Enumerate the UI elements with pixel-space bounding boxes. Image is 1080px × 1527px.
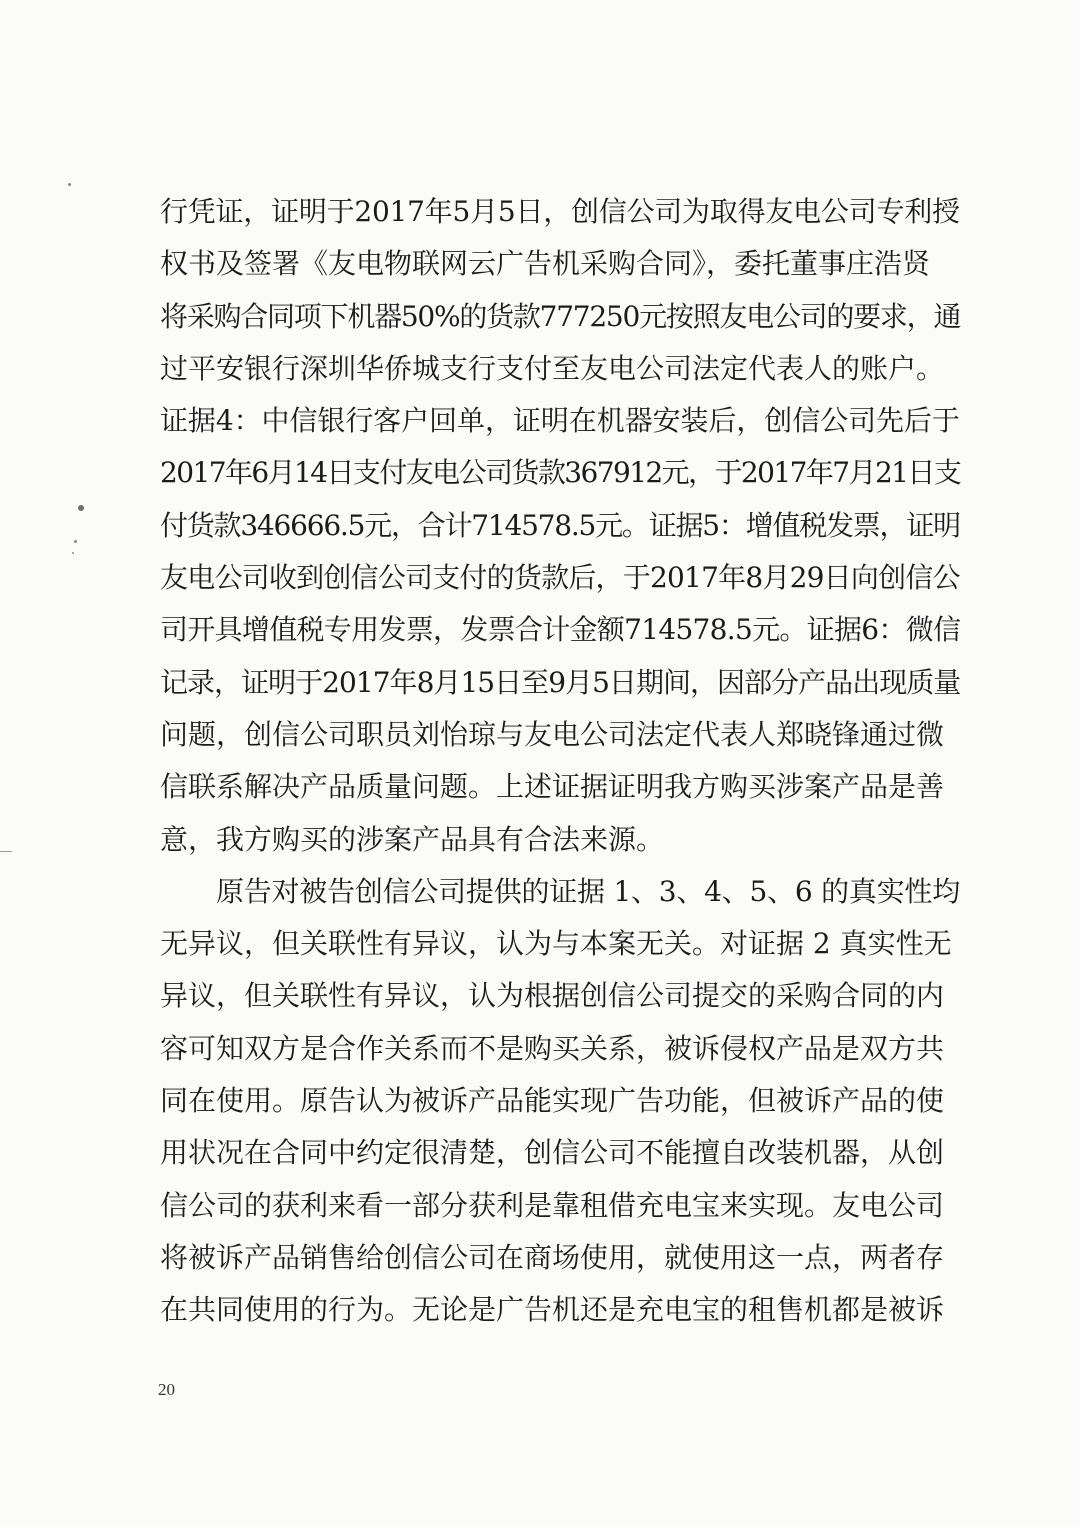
text-line: 问题，创信公司职员刘怡琼与友电公司法定代表人郑晓锋通过微 — [160, 717, 945, 751]
text-line: 在共同使用的行为。无论是广告机还是充电宝的租售机都是被诉 — [160, 1293, 945, 1327]
text-line: 信联系解决产品质量问题。上述证据证明我方购买涉案产品是善 — [160, 770, 945, 804]
paragraph-start-line: 原告对被告创信公司提供的证据 1、3、4、5、6 的真实性均 — [216, 874, 960, 908]
text-line: 同在使用。原告认为被诉产品能实现广告功能，但被诉产品的使 — [160, 1084, 945, 1118]
text-line: 容可知双方是合作关系而不是购买关系，被诉侵权产品是双方共 — [160, 1031, 945, 1065]
text-line: 将被诉产品销售给创信公司在商场使用，就使用这一点，两者存 — [160, 1240, 945, 1274]
text-line: 司开具增值税专用发票，发票合计金额714578.5元。证据6：微信 — [160, 613, 961, 647]
text-line: 意，我方购买的涉案产品具有合法来源。 — [160, 822, 665, 856]
text-line: 过平安银行深圳华侨城支行支付至友电公司法定代表人的账户。 — [160, 351, 945, 385]
text-line: 2017年6月14日支付友电公司货款367912元，于2017年7月21日支 — [160, 456, 961, 490]
scan-speck — [72, 552, 74, 554]
page-number: 20 — [158, 1380, 175, 1399]
text-line: 异议，但关联性有异议，认为根据创信公司提交的采购合同的内 — [160, 979, 945, 1013]
text-line: 友电公司收到创信公司支付的货款后，于2017年8月29日向创信公 — [160, 561, 960, 595]
body-text — [160, 186, 960, 1337]
scan-speck — [68, 183, 71, 186]
scan-speck — [74, 540, 77, 543]
text-line: 记录，证明于2017年8月15日至9月5日期间，因部分产品出现质量 — [160, 665, 961, 699]
text-line: 信公司的获利来看一部分获利是靠租借充电宝来实现。友电公司 — [160, 1188, 945, 1222]
text-line: 用状况在合同中约定很清楚，创信公司不能擅自改装机器，从创 — [160, 1136, 945, 1170]
text-line: 权书及签署《友电物联网云广告机采购合同》，委托董事庄浩贤 — [160, 247, 931, 281]
text-line: 证据4：中信银行客户回单，证明在机器安装后，创信公司先后于 — [160, 404, 960, 438]
text-line: 行凭证，证明于2017年5月5日，创信公司为取得友电公司专利授 — [160, 195, 960, 228]
text-line: 付货款346666.5元，合计714578.5元。证据5：增值税发票，证明 — [160, 508, 960, 542]
text-line: 将采购合同项下机器50%的货款777250元按照友电公司的要求，通 — [160, 299, 961, 333]
scan-edge-mark — [0, 851, 12, 852]
scan-speck — [78, 505, 84, 511]
text-line: 无异议，但关联性有异议，认为与本案无关。对证据 2 真实性无 — [160, 927, 952, 961]
